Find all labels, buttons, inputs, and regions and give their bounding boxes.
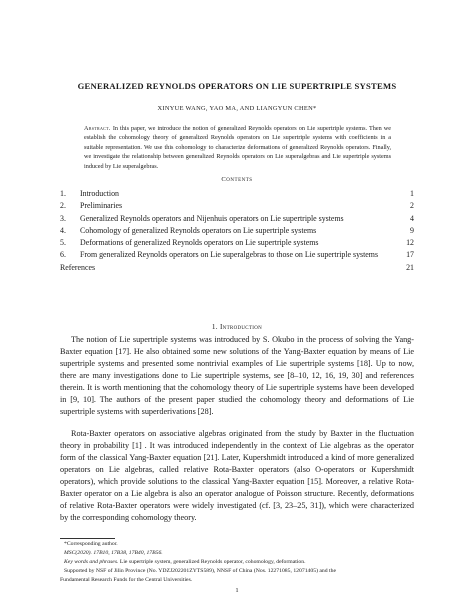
toc-title: References xyxy=(60,262,96,272)
toc-page: 1 xyxy=(410,189,414,198)
toc-title: Deformations of generalized Reynolds operators on Lie supertriple systems xyxy=(80,238,319,247)
table-of-contents xyxy=(60,188,414,274)
toc-entry[interactable] xyxy=(60,200,414,212)
toc-page: 21 xyxy=(406,262,414,272)
support-line-1: Supported by NSF of Jilin Province (No. YDZJ202201ZYTS589), NNSF of China (Nos. 12271085, 12071405) and the xyxy=(64,568,336,574)
toc-number: 1. xyxy=(60,189,66,198)
intro-paragraph-2: Rota-Baxter operators on associative algebras originated from the study by Baxter in the fluctuation theory in probability [1] . It was introduced independently in the context of Lie algebras as the operator form of the classical Yang-Baxter equation [21]. Later, Kupershmidt introduced a kind of more generalized operators on Lie algebras, called relative Rota-Baxter operators (also O-operators or Kupershmidt operators), which provide solutions to the classical Yang-Baxter equation [15]. Moreover, a relative Rota-Baxter operator on a Lie algebra is also an operator analogue of Poisson structure. Recently, deformations of relative Rota-Baxter operators were widely investigated (cf. [3, 23–25, 31]), which were characterized by the corresponding cohomology theory. xyxy=(60,429,414,523)
paper-authors: XINYUE WANG, YAO MA, AND LIANGYUN CHEN* xyxy=(157,105,317,112)
abstract-text: In this paper, we introduce the notion of generalized Reynolds operators on Lie supertriple systems. Then we establish the cohomology theory of generalized Reynolds operators on Lie supertriple systems with coefficients in a suitable representation. We use this cohomology to characterize deformations of generalized Reynolds operators. Finally, we investigate the relationship between generalized Reynolds operators on Lie superalgebras and Lie supertriple systems induced by Lie superalgebras. xyxy=(84,125,391,170)
paper-title: GENERALIZED REYNOLDS OPERATORS ON LIE SUPERTRIPLE SYSTEMS xyxy=(77,81,397,91)
toc-number: 6. xyxy=(60,250,66,260)
page-number: 1 xyxy=(235,587,239,594)
footnote-keywords xyxy=(64,558,418,567)
abstract xyxy=(84,124,391,171)
footnote-msc-text: MSC(2020). 17B10, 17B38, 17B40, 17B56. xyxy=(64,550,163,556)
footnote-msc xyxy=(64,549,418,558)
section-heading: 1. Introduction xyxy=(211,323,263,331)
toc-number: 4. xyxy=(60,225,66,235)
keywords-label: Key words and phrases. xyxy=(64,559,119,565)
support-line-2: Fundamental Research Funds for the Central Universities. xyxy=(60,576,193,583)
toc-title: Preliminaries xyxy=(80,201,123,211)
toc-entry[interactable] xyxy=(60,213,414,225)
contents-heading: Contents xyxy=(221,176,253,183)
intro-paragraph-1: The notion of Lie supertriple systems was introduced by S. Okubo in the process of solving the Yang-Baxter equation [17]. He also obtained some new solutions of the Yang-Baxter equation by means of Lie supertriple systems and presented some nontrivial examples of Lie supertriple systems [18]. Up to now, there are many investigations done to Lie supertriple systems, see [8–10, 12, 16, 19, 30] and references therein. It is worth mentioning that the cohomology theory of Lie supertriple systems have been developed in [9, 10]. The authors of the present paper studied the cohomology theory and deformations of Lie supertriple systems with superderivations [28]. xyxy=(60,335,414,417)
toc-page: 9 xyxy=(410,225,414,235)
keywords-text: Lie supertriple system, generalized Reynolds operator, cohomology, deformation. xyxy=(119,559,306,565)
toc-page: 4 xyxy=(410,213,414,223)
toc-title: Generalized Reynolds operators and Nijenhuis operators on Lie supertriple systems xyxy=(80,213,344,223)
footnote-rule xyxy=(60,538,115,539)
footnote-support xyxy=(60,567,414,585)
toc-entry-references[interactable] xyxy=(60,262,414,274)
toc-number: 5. xyxy=(60,238,66,247)
toc-title: Cohomology of generalized Reynolds operators on Lie supertriple systems xyxy=(80,225,317,235)
toc-number: 3. xyxy=(60,213,66,223)
toc-entry[interactable] xyxy=(60,225,414,237)
footnote-corresponding: *Corresponding author. xyxy=(64,541,118,547)
toc-entry[interactable] xyxy=(60,249,414,261)
toc-page: 12 xyxy=(406,238,414,247)
toc-title: Introduction xyxy=(80,189,120,198)
abstract-label: Abstract. xyxy=(84,125,111,132)
toc-title: From generalized Reynolds operators on Lie superalgebras to those on Lie supertriple systems xyxy=(80,250,379,260)
toc-number: 2. xyxy=(60,201,66,211)
toc-page: 17 xyxy=(406,250,414,260)
toc-entry[interactable] xyxy=(60,188,414,200)
toc-page: 2 xyxy=(410,201,414,211)
toc-entry[interactable] xyxy=(60,237,414,249)
